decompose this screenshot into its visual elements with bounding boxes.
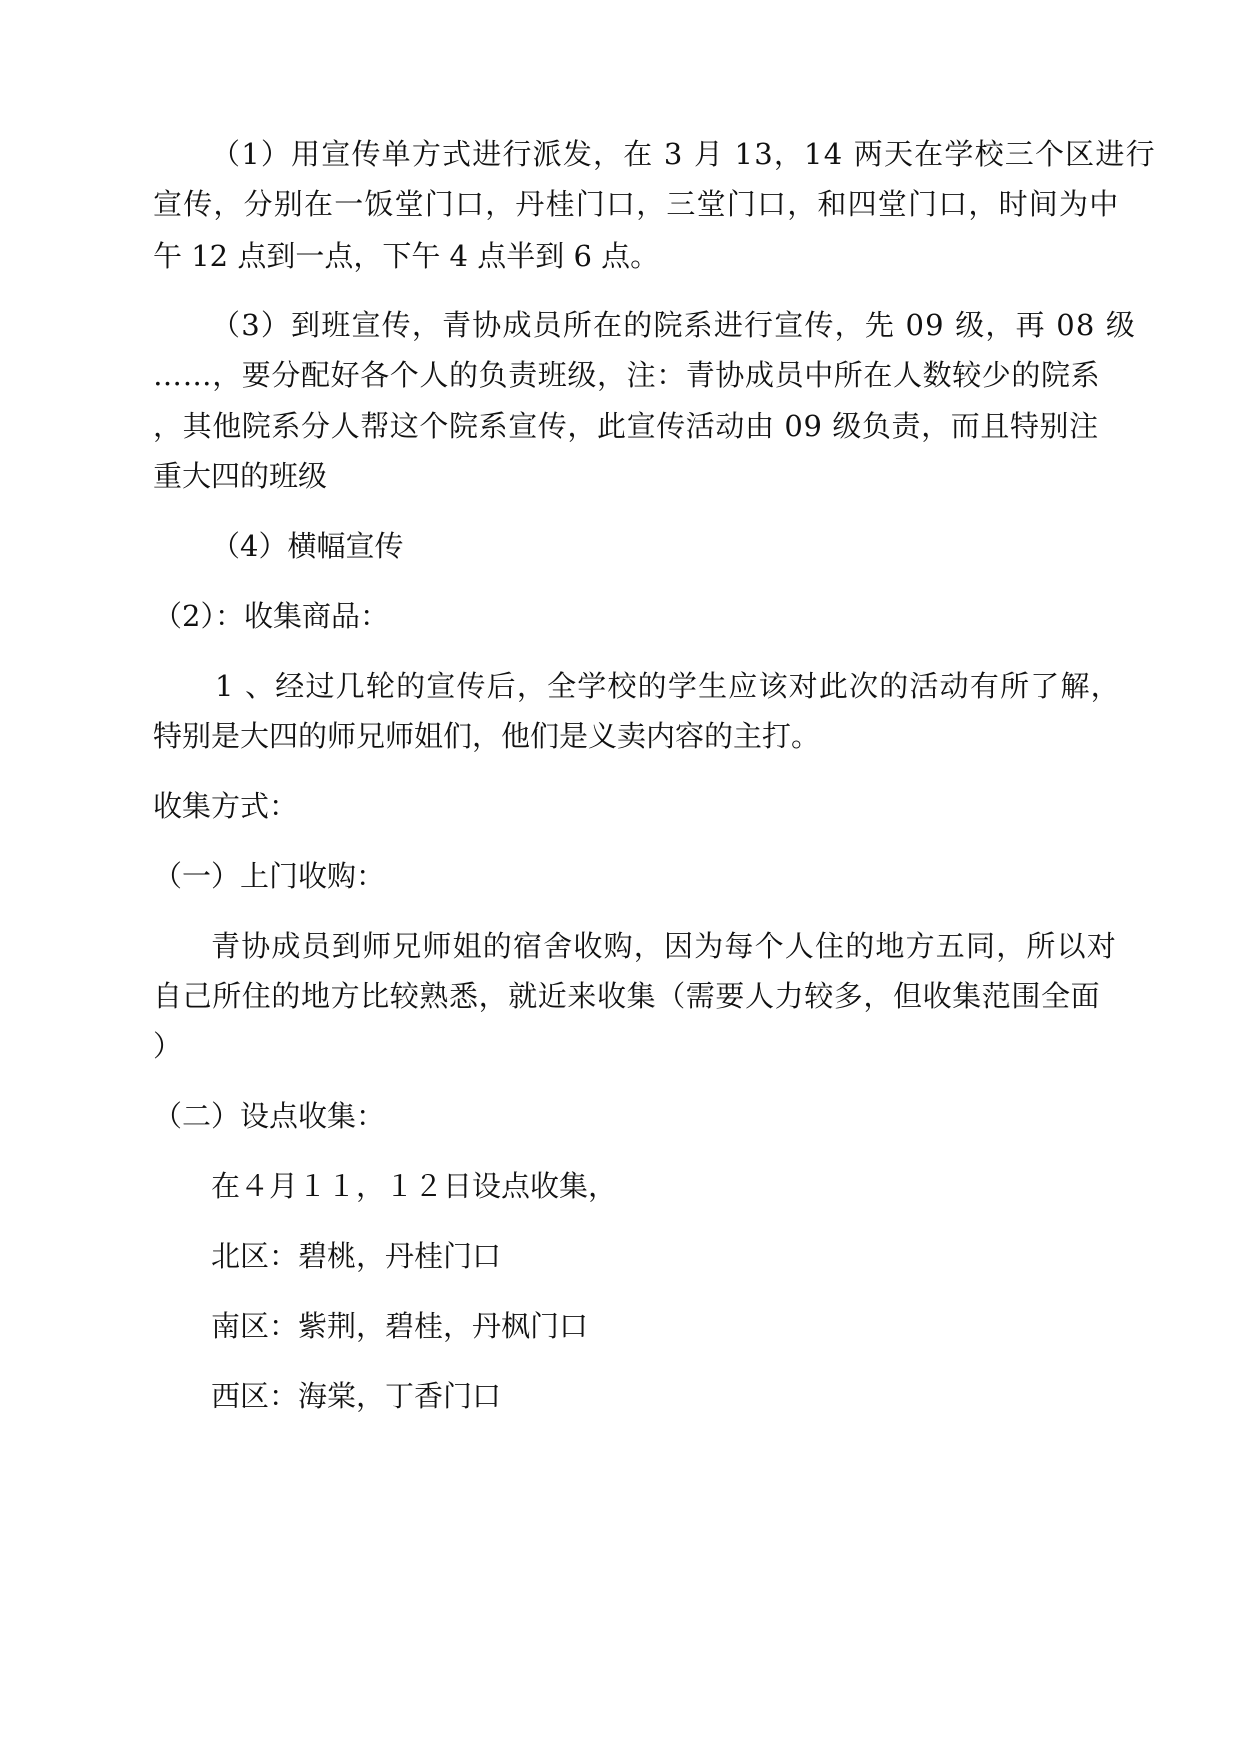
paragraph-2-line-4: 重大四的班级 bbox=[153, 459, 328, 493]
section-collect-goods-heading: （2）：收集商品： bbox=[153, 599, 389, 633]
west-district-locations: 西区：海棠，丁香门口 bbox=[211, 1379, 502, 1413]
paragraph-2-line-1: （3）到班宣传，青协成员所在的院系进行宣传，先 09 级，再 08 级 bbox=[211, 308, 1137, 342]
north-district-locations: 北区：碧桃，丹桂门口 bbox=[211, 1239, 502, 1273]
item-banner-promotion: （4）横幅宣传 bbox=[211, 529, 404, 563]
paragraph-4-line-3: ） bbox=[153, 1029, 183, 1063]
south-district-locations: 南区：紫荆，碧桂，丹枫门口 bbox=[211, 1309, 589, 1343]
paragraph-1-line-1: （1）用宣传单方式进行派发，在 3 月 13，14 两天在学校三个区进行 bbox=[211, 137, 1156, 171]
collection-dates: 在４月１１，１２日设点收集， bbox=[211, 1169, 618, 1203]
paragraph-4-line-1: 青协成员到师兄师姐的宿舍收购，因为每个人住的地方五同，所以对 bbox=[211, 929, 1118, 963]
paragraph-1-line-2: 宣传，分别在一饭堂门口，丹桂门口，三堂门口，和四堂门口，时间为中 bbox=[153, 187, 1120, 221]
method-2-heading: （二）设点收集： bbox=[153, 1099, 386, 1133]
paragraph-1-line-3: 午 12 点到一点，下午 4 点半到 6 点。 bbox=[153, 239, 660, 273]
collection-methods-heading: 收集方式： bbox=[153, 789, 299, 823]
paragraph-3-line-2: 特别是大四的师兄师姐们，他们是义卖内容的主打。 bbox=[153, 719, 821, 753]
paragraph-3-line-1: 1 、经过几轮的宣传后，全学校的学生应该对此次的活动有所了解， bbox=[215, 669, 1121, 703]
paragraph-2-line-2: ……，要分配好各个人的负责班级，注：青协成员中所在人数较少的院系 bbox=[153, 358, 1101, 392]
paragraph-2-line-3: ，其他院系分人帮这个院系宣传，此宣传活动由 09 级负责，而且特别注 bbox=[153, 409, 1099, 443]
paragraph-4-line-2: 自己所住的地方比较熟悉，就近来收集（需要人力较多，但收集范围全面 bbox=[153, 979, 1101, 1013]
method-1-heading: （一）上门收购： bbox=[153, 859, 386, 893]
